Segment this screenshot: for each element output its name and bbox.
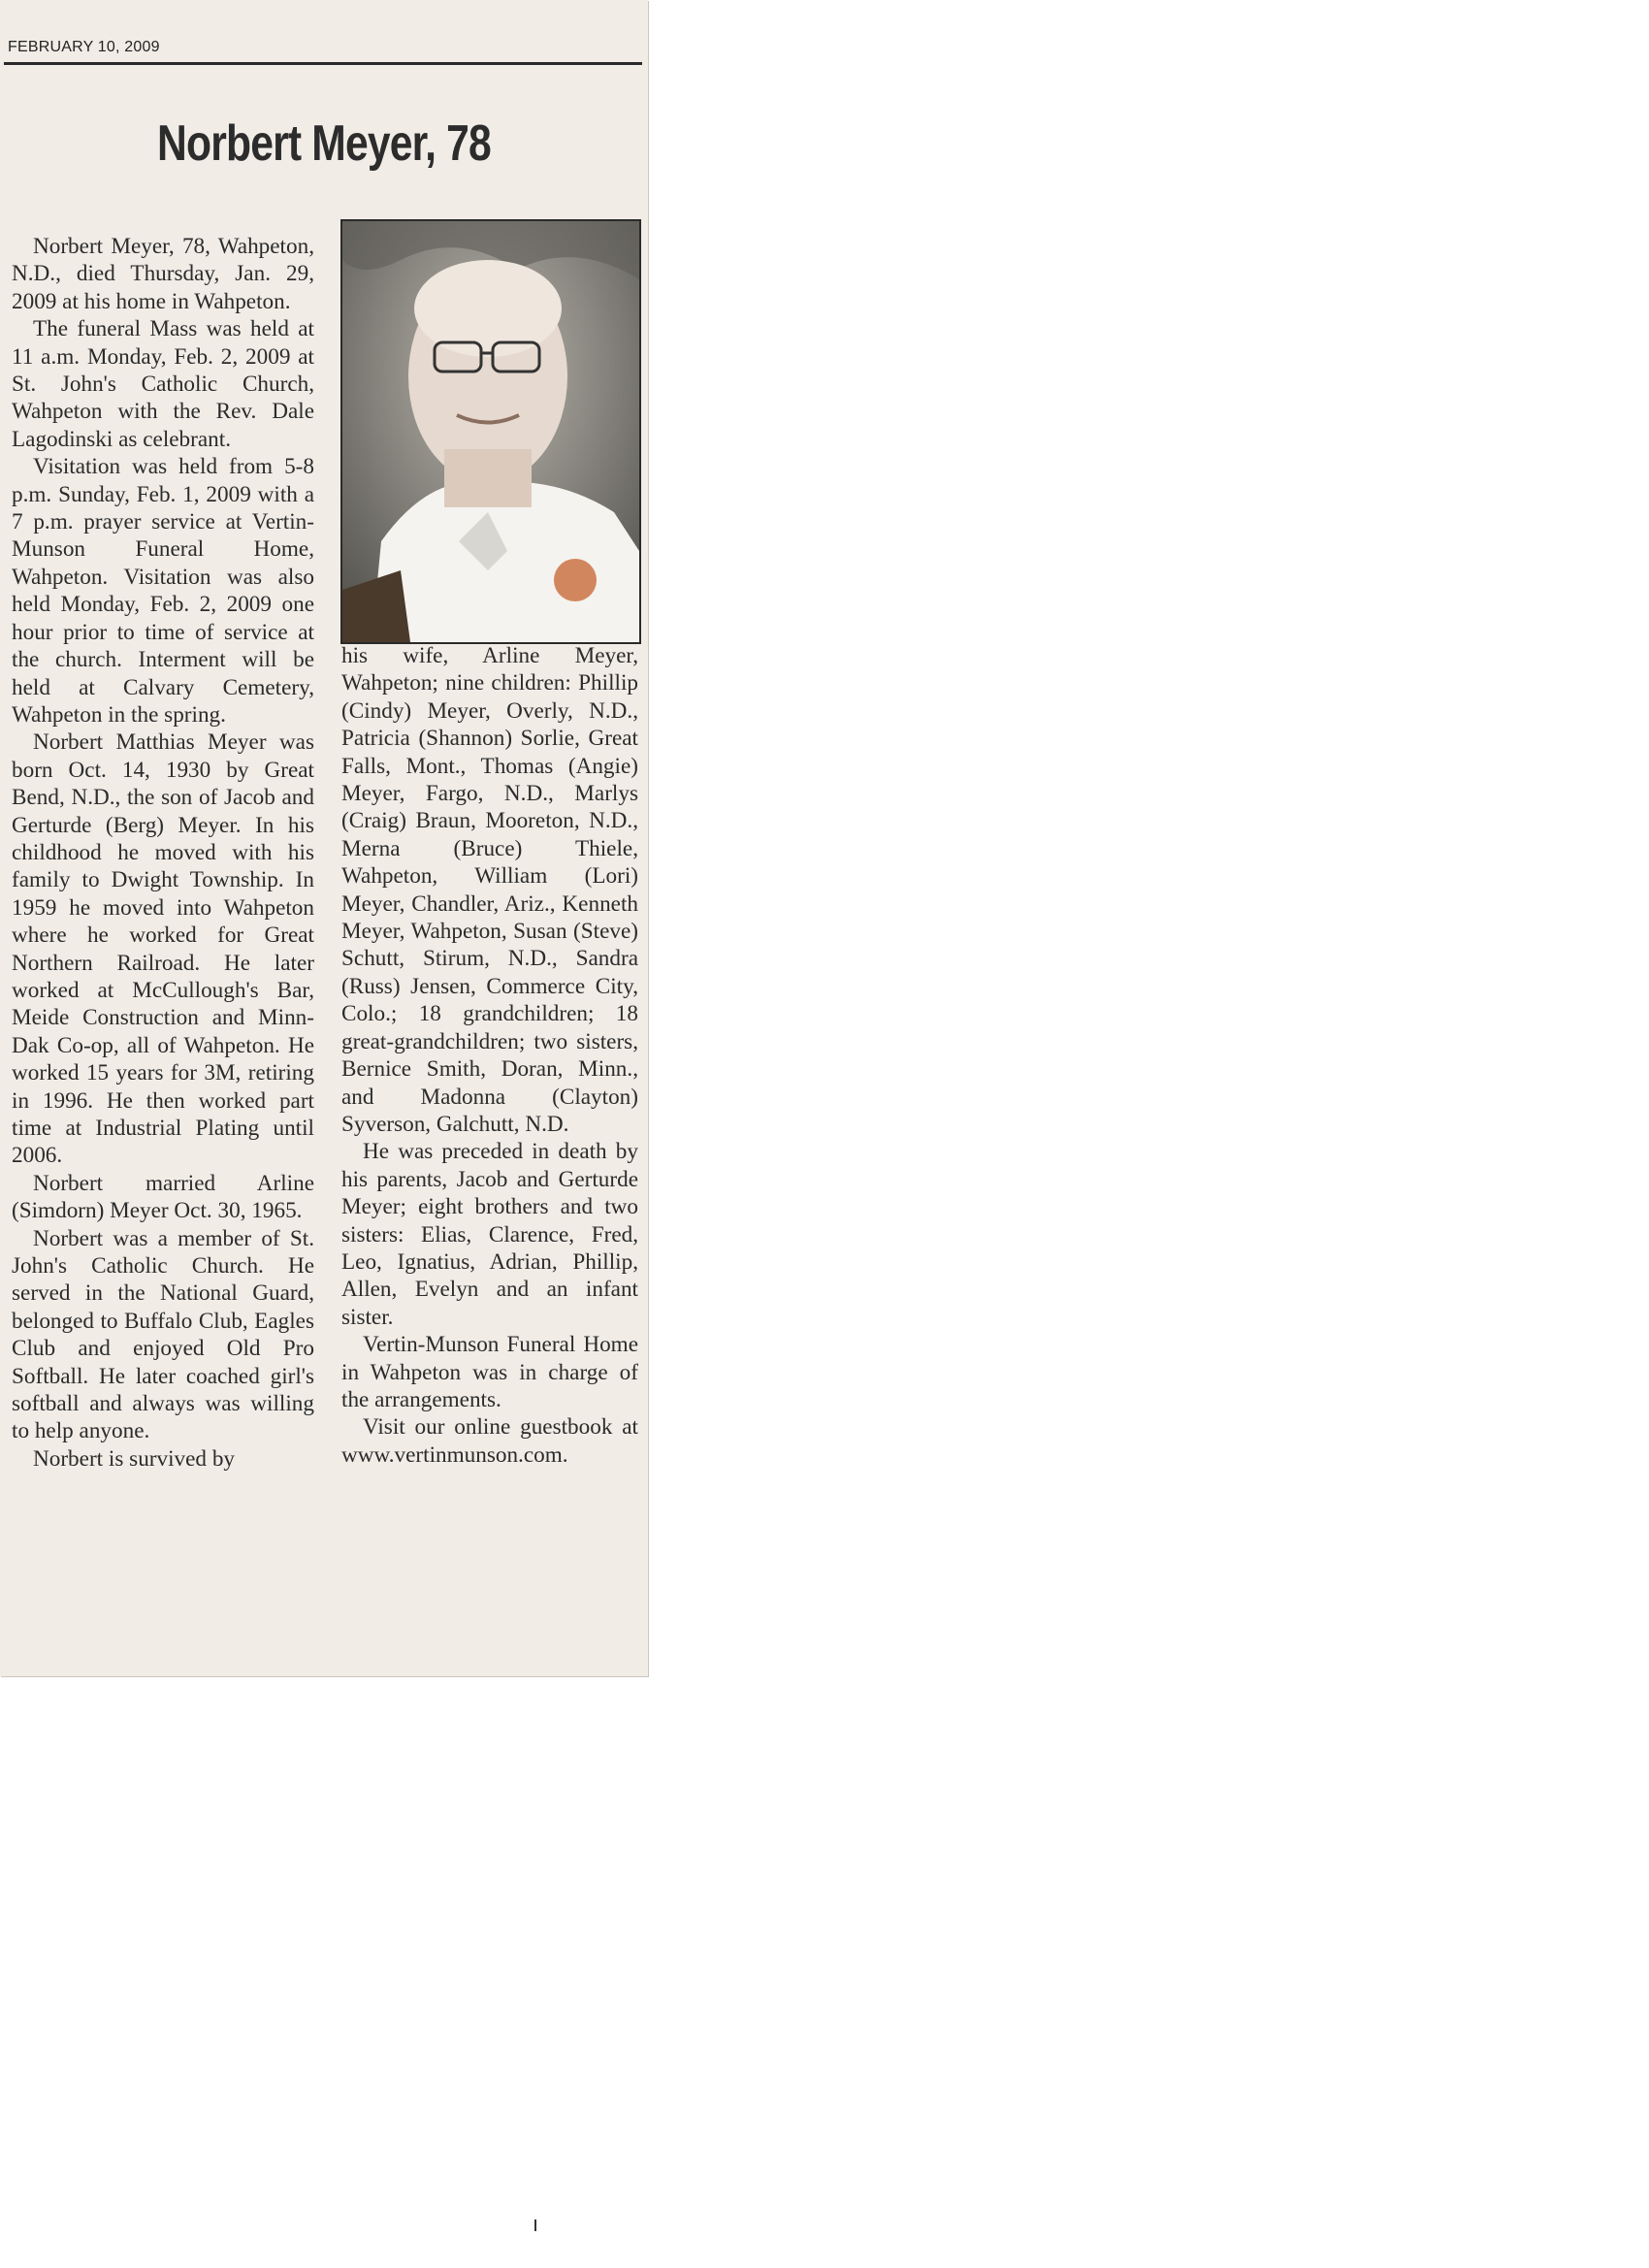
paragraph: Norbert was a member of St. John's Catholic Church. He served in the National Guard, belonged to Buffalo Club, Eagles Club and enjoyed Old Pro Softball. He later coached girl's softball and always was willing to help anyone.	[12, 1225, 314, 1444]
paragraph: Norbert married Arline (Simdorn) Meyer Oct. 30, 1965.	[12, 1170, 314, 1224]
portrait-photo	[340, 219, 641, 644]
paragraph: Norbert is survived by	[33, 1445, 236, 1472]
paragraph-continuation: his wife, Arline Meyer, Wahpeton; nine children: Phillip (Cindy) Meyer, Overly, N.D., Patricia (Shannon) Sorlie, Great Falls, Mont., Thomas (Angie) Meyer, Fargo, N.D., Marlys (Craig) Braun, Mooreton, N.D., Merna (Bruce) Thiele, Wahpeton, William (Lori) Meyer, Chandler, Ariz., Kenneth Meyer, Wahpeton, Susan (Steve) Schutt, Stirum, N.D., Sandra (Russ) Jensen, Commerce City, Colo.; 18 grandchildren; 18 great-grandchildren; two sisters, Bernice Smith, Doran, Minn., and Madonna (Clayton) Syverson, Galchutt, N.D.	[341, 643, 638, 1137]
paragraph: Visit our online guestbook at www.vertinmunson.com.	[341, 1414, 638, 1468]
headline: Norbert Meyer, 78	[157, 115, 491, 172]
paragraph: The funeral Mass was held at 11 a.m. Monday, Feb. 2, 2009 at St. John's Catholic Church, Wahpeton with the Rev. Dale Lagodinski as celebrant.	[12, 316, 314, 452]
portrait-photo-image	[342, 221, 639, 642]
dateline: FEBRUARY 10, 2009	[8, 39, 160, 55]
scan-mark	[534, 2219, 536, 2231]
paragraph: Visitation was held from 5-8 p.m. Sunday, Feb. 1, 2009 with a 7 p.m. prayer service at Vertin-Munson Funeral Home, Wahpeton. Visitation was also held Monday, Feb. 2, 2009 one hour prior to time of service at the church. Interment will be held at Calvary Cemetery, Wahpeton in the spring.	[12, 454, 314, 728]
obituary-left-column	[12, 233, 314, 1473]
obituary-right-column	[341, 642, 638, 1469]
newspaper-clipping	[0, 0, 648, 1676]
paragraph: Norbert Matthias Meyer was born Oct. 14, 1930 by Great Bend, N.D., the son of Jacob and Gerturde (Berg) Meyer. In his childhood he moved with his family to Dwight Township. In 1959 he moved into Wahpeton where he worked for Great Northern Railroad. He later worked at McCullough's Bar, Meide Construction and Minn-Dak Co-op, all of Wahpeton. He worked 15 years for 3M, retiring in 1996. He then worked part time at Industrial Plating until 2006.	[12, 729, 314, 1169]
paragraph: Vertin-Munson Funeral Home in Wahpeton was in charge of the arrangements.	[341, 1332, 638, 1412]
paragraph: He was preceded in death by his parents, Jacob and Gerturde Meyer; eight brothers and two sisters: Elias, Clarence, Fred, Leo, Ignatius, Adrian, Phillip, Allen, Evelyn and an infant sister.	[341, 1139, 638, 1330]
header-rule	[4, 62, 642, 65]
paragraph: Norbert Meyer, 78, Wahpeton, N.D., died Thursday, Jan. 29, 2009 at his home in Wahpeton.	[12, 234, 314, 314]
